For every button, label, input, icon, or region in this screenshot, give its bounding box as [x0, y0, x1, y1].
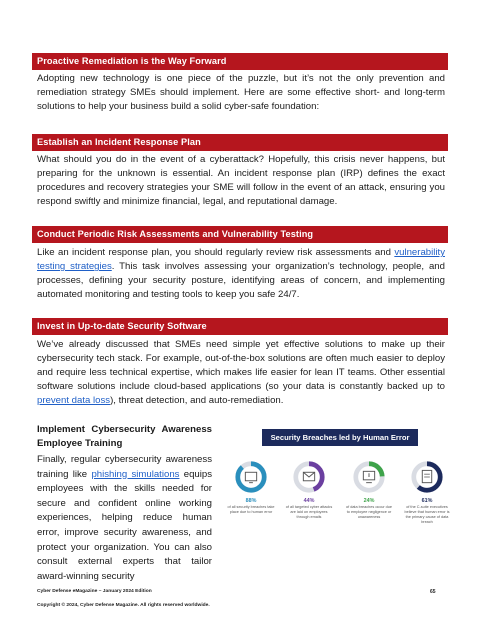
- section-heading: Proactive Remediation is the Way Forward: [32, 53, 448, 70]
- stat-caption: of all targeted cyber attacks are laid on employees through emails: [285, 505, 333, 519]
- body-text: . This task involves assessing your organization’s technology, people, and processes, defining your security posture, identifying areas of concern, and implementing automated monitoring and testing tools to keep you safe 24/7.: [37, 261, 445, 301]
- infographic-title: Security Breaches led by Human Error: [262, 429, 418, 446]
- stat-percent: 24%: [363, 498, 375, 504]
- stat-percent: 61%: [421, 498, 433, 504]
- section-body: Adopting new technology is one piece of the puzzle, but it’s not the only prevention and remediation strategy SMEs should implement. Here are some effective short- and long-term solutions to help your business build a solid cyber-safe foundation:: [37, 73, 445, 113]
- stat-item: [402, 460, 452, 525]
- body-text: Finally, regular cybersecurity awareness training like: [37, 454, 212, 480]
- phishing-simulations-link[interactable]: phishing simulations: [91, 468, 180, 480]
- section-heading: Conduct Periodic Risk Assessments and Vulnerability Testing: [32, 226, 448, 243]
- body-text: We’ve already discussed that SMEs need simple yet effective solutions to make up their cybersecurity tech stack. For example, out-of-the-box solutions are often much easier to deploy and require less technical expertise, which makes life easier for lean IT teams. Other essential software solutions include cloud-based applications (so your data is constantly backed up to: [37, 339, 445, 393]
- section-heading: Establish an Incident Response Plan: [32, 134, 448, 151]
- section-body: [37, 246, 445, 302]
- stat-item: [284, 460, 334, 520]
- copyright-footer: Copyright © 2024, Cyber Defense Magazine. All rights reserved worldwide.: [37, 603, 210, 608]
- heading-line: Implement Cybersecurity Awareness: [37, 424, 212, 435]
- heading-line: Employee Training: [37, 438, 123, 449]
- edition-footer: Cyber Defense eMagazine – January 2024 Edition: [37, 589, 152, 594]
- donut-chart: [292, 460, 326, 494]
- donut-chart: [234, 460, 268, 494]
- stat-item: [226, 460, 276, 515]
- stat-percent: 88%: [245, 498, 257, 504]
- donut-arc: [238, 464, 264, 490]
- document-alert-icon: [422, 470, 431, 482]
- section-body: What should you do in the event of a cyberattack? Hopefully, this crisis never happens, but preparing for the unknown is essential. An incident response plan (IRP) defines the exact procedures and recovery strategies your SME will follow in the event of an attack, ensuring you respond swiftly and minimize financial, legal, and reputational damage.: [37, 154, 445, 208]
- stat-caption: of all security breaches take place due to human error: [227, 505, 275, 514]
- vulnerability-testing-link[interactable]: vulnerability testing strategies: [37, 247, 445, 273]
- section-heading: Invest in Up-to-date Security Software: [32, 318, 448, 335]
- stat-percent: 44%: [303, 498, 315, 504]
- body-text: equips employees with the skills needed for secure and confident online working experiences, helping reduce human error, improve security awareness, and protect your organization. You can also consult external experts that tailor award-winning security: [37, 468, 213, 582]
- section-body: [37, 453, 212, 584]
- donut-chart: [410, 460, 444, 494]
- human-error-infographic: [224, 424, 456, 542]
- page-number: 65: [430, 589, 436, 595]
- donut-chart: [352, 460, 386, 494]
- stat-item: [344, 460, 394, 520]
- body-text: ), threat detection, and auto-remediation.: [110, 395, 284, 407]
- prevent-data-loss-link[interactable]: prevent data loss: [37, 395, 111, 407]
- body-text: Like an incident response plan, you should regularly review risk assessments and: [37, 247, 395, 258]
- stat-caption: of the C-suite executives believe that human error is the primary cause of data breach: [404, 505, 450, 524]
- stat-caption: of data breaches occur due to employee negligence or unawareness: [345, 505, 392, 519]
- section-heading: [37, 423, 212, 451]
- computer-warning-icon: [245, 472, 256, 481]
- section-body: [37, 338, 445, 408]
